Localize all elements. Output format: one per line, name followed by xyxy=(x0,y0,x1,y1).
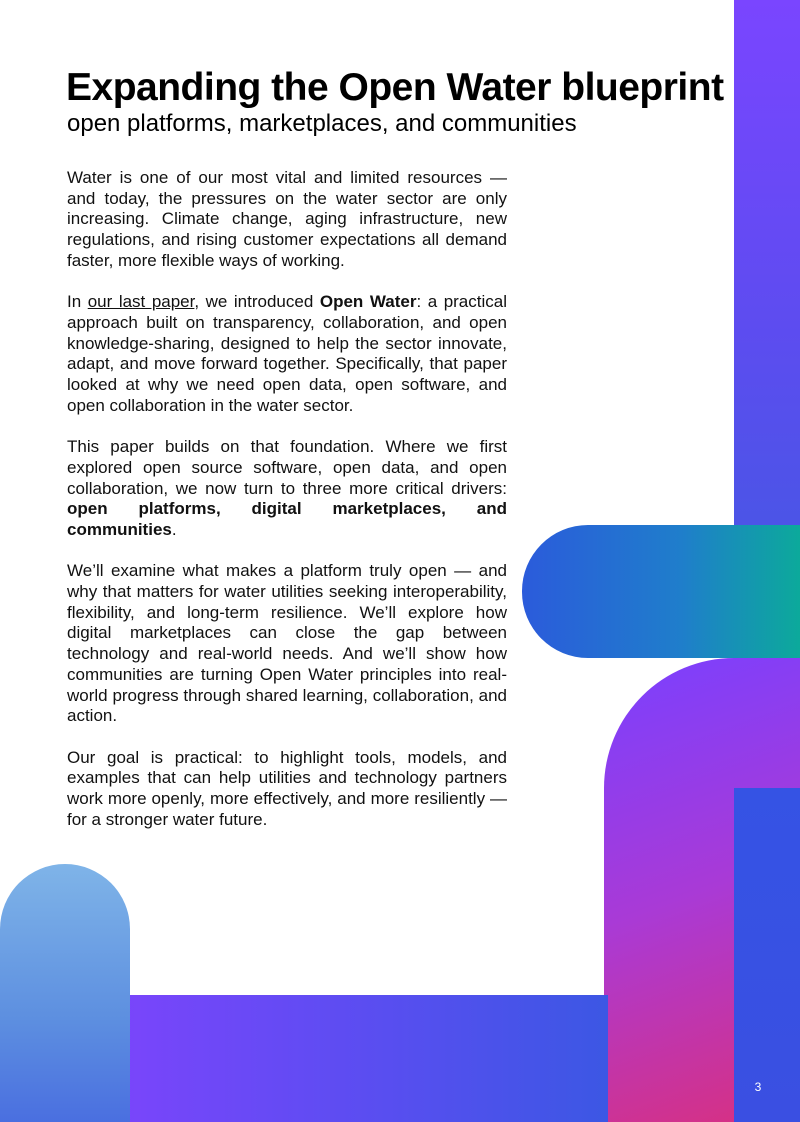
paragraph-1-text: Water is one of our most vital and limited resources — and today, the pressures on the water sector are only increasing. Climate change, aging infrastructure, new regulations, and rising customer expectations all demand faster, more flexible ways of working. xyxy=(67,168,507,270)
paragraph-3-end: . xyxy=(171,519,177,539)
decorative-pill-right xyxy=(522,525,800,658)
page-title: Expanding the Open Water blueprint xyxy=(66,66,724,109)
key-drivers-term: open platforms, digital marketplaces, and communities xyxy=(67,499,507,539)
paragraph-2 xyxy=(67,292,507,416)
page-number: 3 xyxy=(754,1080,762,1094)
paragraph-3 xyxy=(67,437,507,541)
decorative-bar-right-top xyxy=(734,0,800,540)
paragraph-5 xyxy=(67,748,507,831)
paragraph-1 xyxy=(67,168,507,272)
paragraph-4 xyxy=(67,561,507,727)
paragraph-4-text: We’ll examine what makes a platform truly open — and why that matters for water utilities seeking interoperability, flexibility, and long-term resilience. We’ll explore how digital marketplaces can close the gap between technology and real-world needs. And we’ll show how communities are turning Open Water principles into real-world progress through shared learning, collaboration, and action. xyxy=(67,561,507,726)
page-subtitle: open platforms, marketplaces, and communities xyxy=(67,110,577,137)
paragraph-5-text: Our goal is practical: to highlight tools, models, and examples that can help utilities and technology partners work more openly, more effectively, and more resiliently — for a stronger water future. xyxy=(67,747,507,829)
open-water-term: Open Water xyxy=(319,292,417,312)
paragraph-2-rest: : a practical approach built on transparency, collaboration, and open knowledge-sharing, designed to help the sector innovate, adapt, and move forward together. Specifically, that paper looked at why we need open data, open software, and open collaboration in the water sector. xyxy=(67,292,507,415)
paragraph-3-text: This paper builds on that foundation. Where we first explored open source software, open data, and open collaboration, we now turn to three more critical drivers: xyxy=(67,437,507,498)
paragraph-2-intro: In xyxy=(67,292,88,312)
decorative-band-bottom xyxy=(120,995,608,1122)
paragraph-2-mid: , we introduced xyxy=(194,292,320,312)
decorative-bar-right-inner xyxy=(734,788,800,1122)
decorative-pillar-left xyxy=(0,864,130,1122)
body-text xyxy=(67,168,507,851)
last-paper-link[interactable]: our last paper xyxy=(87,292,195,312)
